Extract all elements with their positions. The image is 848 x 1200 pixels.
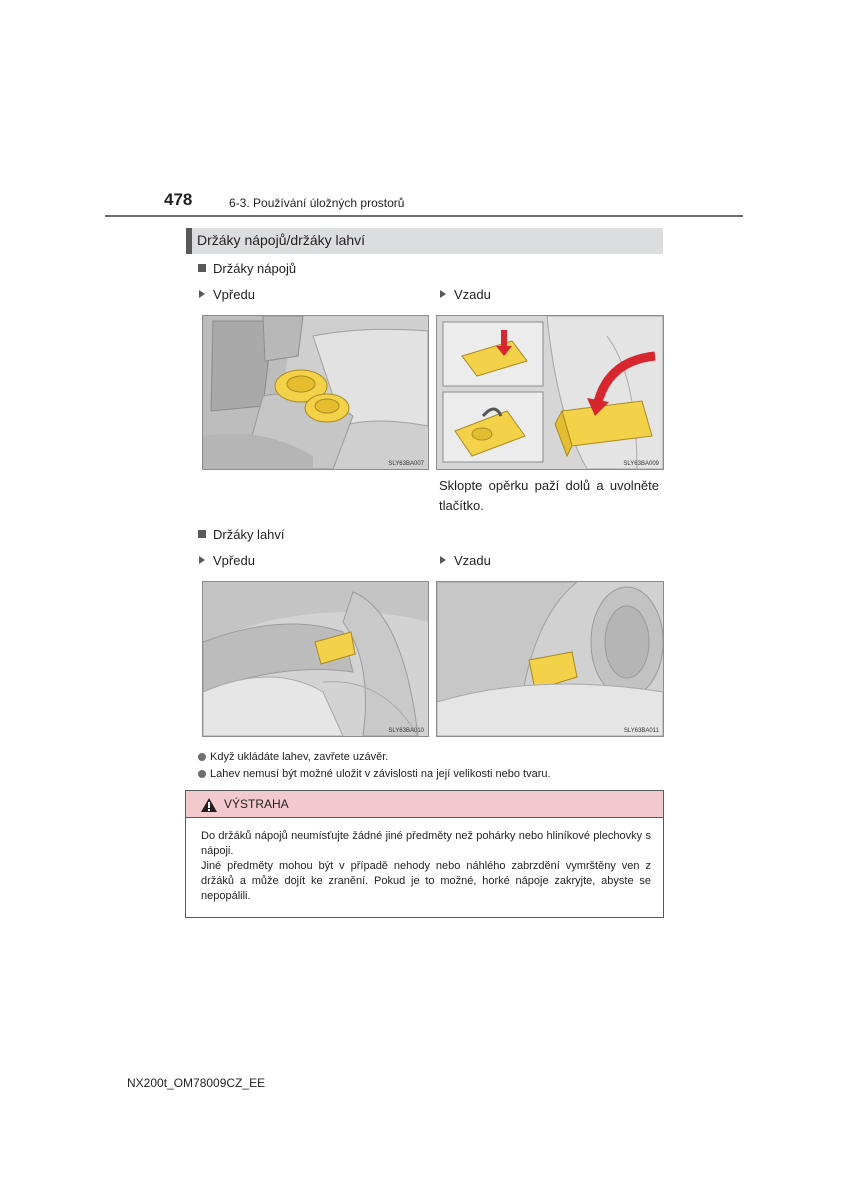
cup-front-label: Vpředu bbox=[199, 287, 255, 302]
header-rule bbox=[105, 215, 743, 217]
warning-triangle-icon bbox=[200, 797, 218, 813]
warning-box bbox=[185, 790, 664, 918]
square-bullet-icon bbox=[198, 530, 206, 538]
warning-paragraph: Do držáků nápojů neumísťujte žádné jiné předměty než pohárky nebo hliníkové plechovky s nápoji. bbox=[201, 830, 651, 857]
square-bullet-icon bbox=[198, 264, 206, 272]
front-bottle-holder-image bbox=[202, 581, 429, 737]
triangle-bullet-icon bbox=[440, 290, 446, 298]
figure-code: SLY63BA009 bbox=[623, 461, 659, 467]
front-cup-holder-image bbox=[202, 315, 429, 470]
bottle-rear-label: Vzadu bbox=[440, 553, 491, 568]
triangle-bullet-icon bbox=[440, 556, 446, 564]
footer-doc-code: NX200t_OM78009CZ_EE bbox=[127, 1076, 266, 1090]
bottle-holders-heading: Držáky lahví bbox=[198, 527, 285, 542]
note-item: Když ukládáte lahev, zavřete uzávěr. bbox=[198, 751, 388, 763]
cup-rear-label: Vzadu bbox=[440, 287, 491, 302]
note-item: Lahev nemusí být možné uložit v závislosti na její velikosti nebo tvaru. bbox=[198, 768, 551, 780]
rear-cup-holder-image bbox=[436, 315, 664, 470]
circle-bullet-icon bbox=[198, 753, 206, 761]
triangle-bullet-icon bbox=[199, 556, 205, 564]
warning-title: VÝSTRAHA bbox=[224, 797, 289, 811]
section-title: Držáky nápojů/držáky lahví bbox=[197, 232, 366, 248]
warning-body bbox=[201, 829, 651, 904]
cup-holders-heading: Držáky nápojů bbox=[198, 261, 296, 276]
rear-bottle-holder-image bbox=[436, 581, 664, 737]
section-accent bbox=[186, 228, 192, 254]
circle-bullet-icon bbox=[198, 770, 206, 778]
figure-code: SLY63BA007 bbox=[388, 461, 424, 467]
figure-code: SLY63BA010 bbox=[388, 728, 424, 734]
bottle-front-label: Vpředu bbox=[199, 553, 255, 568]
chapter-title: 6-3. Používání úložných prostorů bbox=[229, 196, 405, 210]
triangle-bullet-icon bbox=[199, 290, 205, 298]
rear-cup-caption: Sklopte opěrku paží dolů a uvolněte tlačítko. bbox=[439, 478, 659, 513]
page-number: 478 bbox=[164, 190, 193, 209]
warning-paragraph: Jiné předměty mohou být v případě nehody nebo náhlého zabrzdění vymrštěny ven z držáků a může dojít ke zranění. Pokud je to možné, horké nápoje zakryjte, abyste se nepopálili. bbox=[201, 860, 651, 902]
figure-code: SLY63BA011 bbox=[623, 728, 659, 734]
warning-header bbox=[186, 791, 663, 818]
section-title-bar bbox=[186, 228, 663, 254]
